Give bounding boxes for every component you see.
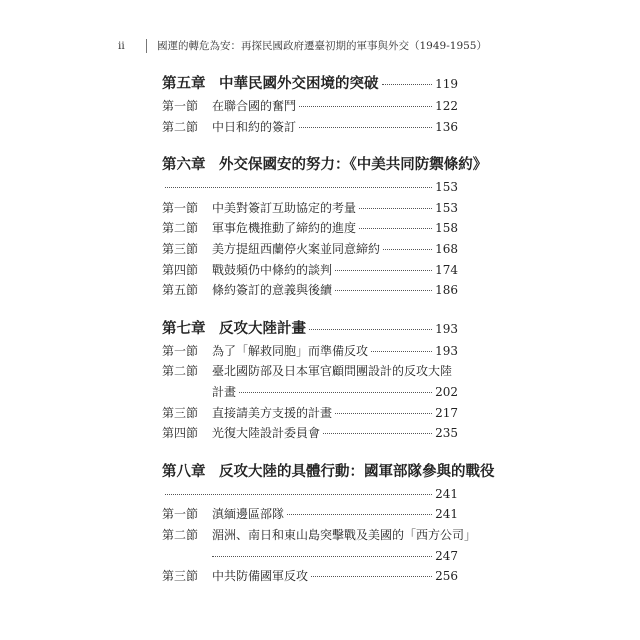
leader-dots	[335, 413, 432, 414]
leader-dots	[239, 392, 432, 393]
chapter-title: 反攻大陸計畫	[219, 319, 306, 337]
section-title: 中美對簽訂互助協定的考量	[212, 200, 357, 215]
section-entry	[162, 566, 458, 587]
section-title: 為了「解救同胞」而準備反攻	[212, 343, 369, 358]
header-divider	[146, 39, 147, 53]
section-page: 193	[435, 343, 458, 358]
section-page: 202	[435, 384, 458, 399]
chapter-heading	[162, 317, 458, 341]
section-page: 158	[435, 221, 458, 236]
section-title: 條約簽訂的意義與後續	[212, 283, 333, 298]
section-page-line	[162, 546, 458, 567]
leader-dots	[311, 576, 432, 577]
section-label: 第二節	[162, 119, 199, 134]
leader-dots	[287, 514, 432, 515]
leader-dots	[382, 84, 433, 85]
table-of-contents	[162, 72, 495, 603]
chapter-page-line	[162, 484, 458, 505]
section-label: 第三節	[162, 569, 199, 584]
section-title: 美方提紐西蘭停火案並同意締約	[212, 241, 381, 256]
section-title: 光復大陸設計委員會	[212, 426, 321, 441]
running-title: 國運的轉危為安：再探民國政府遷臺初期的軍事與外交（1949-1955）	[157, 40, 487, 52]
section-label: 第三節	[162, 241, 199, 256]
section-title: 戰鼓頻仍中條約的談判	[212, 262, 333, 277]
chapter-page: 193	[435, 321, 458, 336]
section-entry	[162, 117, 458, 138]
section-page: 241	[435, 507, 458, 522]
section-entry	[162, 280, 458, 301]
chapter-title: 外交保國安的努力：《中美共同防禦條約》	[219, 156, 488, 174]
leader-dots	[165, 494, 432, 495]
section-page: 153	[435, 200, 458, 215]
section-label: 第一節	[162, 507, 199, 522]
page-number: ii	[118, 39, 125, 52]
chapter-5	[162, 72, 458, 137]
chapter-title: 中華民國外交困境的突破	[219, 75, 379, 92]
section-entry	[162, 198, 458, 219]
section-entry	[162, 361, 458, 382]
section-entry	[162, 525, 477, 546]
leader-dots	[359, 208, 432, 209]
chapter-page-line	[162, 177, 458, 198]
section-page: 136	[435, 119, 458, 134]
section-label: 第一節	[162, 343, 199, 358]
section-entry	[162, 260, 458, 281]
chapter-6	[162, 153, 488, 301]
section-title: 湄洲、南日和東山島突擊戰及美國的「西方公司」	[212, 527, 477, 542]
section-title: 滇緬邊區部隊	[212, 507, 285, 522]
section-title: 中共防備國軍反攻	[212, 569, 309, 584]
section-entry	[162, 504, 458, 525]
section-page: 235	[435, 426, 458, 441]
section-title: 直接請美方支援的計畫	[212, 405, 333, 420]
chapter-label: 第七章	[162, 319, 206, 337]
section-label: 第四節	[162, 426, 199, 441]
section-label: 第四節	[162, 262, 199, 277]
leader-dots	[165, 187, 432, 188]
section-label: 第五節	[162, 283, 199, 298]
leader-dots	[212, 556, 432, 557]
section-page: 247	[435, 548, 458, 563]
section-page: 168	[435, 241, 458, 256]
section-entry	[162, 239, 458, 260]
leader-dots	[335, 290, 432, 291]
section-page: 174	[435, 262, 458, 277]
chapter-page: 241	[435, 486, 458, 501]
section-title: 在聯合國的奮鬥	[212, 99, 297, 113]
running-header	[118, 38, 580, 53]
leader-dots	[299, 127, 432, 128]
leader-dots	[299, 106, 432, 107]
section-page: 122	[435, 99, 458, 113]
chapter-heading	[162, 153, 488, 177]
chapter-page: 153	[435, 180, 458, 195]
section-entry	[162, 403, 458, 424]
section-entry-continuation	[162, 382, 458, 403]
section-entry	[162, 423, 458, 444]
section-page: 186	[435, 283, 458, 298]
section-title: 中日和約的簽訂	[212, 119, 297, 134]
chapter-8	[162, 460, 495, 587]
chapter-label: 第五章	[162, 75, 206, 92]
section-label: 第二節	[162, 364, 199, 379]
section-label: 第一節	[162, 99, 199, 113]
chapter-7	[162, 317, 458, 444]
section-title-continuation: 計畫	[212, 384, 237, 399]
section-title: 臺北國防部及日本軍官顧問團設計的反攻大陸	[212, 364, 453, 379]
chapter-label: 第六章	[162, 156, 206, 174]
section-label: 第二節	[162, 221, 199, 236]
section-label: 第一節	[162, 200, 199, 215]
chapter-page: 119	[435, 77, 458, 91]
leader-dots	[323, 433, 432, 434]
leader-dots	[383, 249, 432, 250]
chapter-heading	[162, 460, 495, 484]
section-page: 256	[435, 569, 458, 584]
section-entry	[162, 341, 458, 362]
leader-dots	[359, 228, 432, 229]
section-label: 第二節	[162, 527, 199, 542]
leader-dots	[309, 329, 432, 330]
section-title: 軍事危機推動了締約的進度	[212, 221, 357, 236]
chapter-title: 反攻大陸的具體行動：國軍部隊參與的戰役	[219, 462, 495, 480]
section-label: 第三節	[162, 405, 199, 420]
chapter-label: 第八章	[162, 462, 206, 480]
section-page: 217	[435, 405, 458, 420]
section-entry	[162, 218, 458, 239]
leader-dots	[371, 351, 432, 352]
section-entry	[162, 96, 458, 117]
chapter-heading	[162, 72, 458, 96]
leader-dots	[335, 270, 432, 271]
